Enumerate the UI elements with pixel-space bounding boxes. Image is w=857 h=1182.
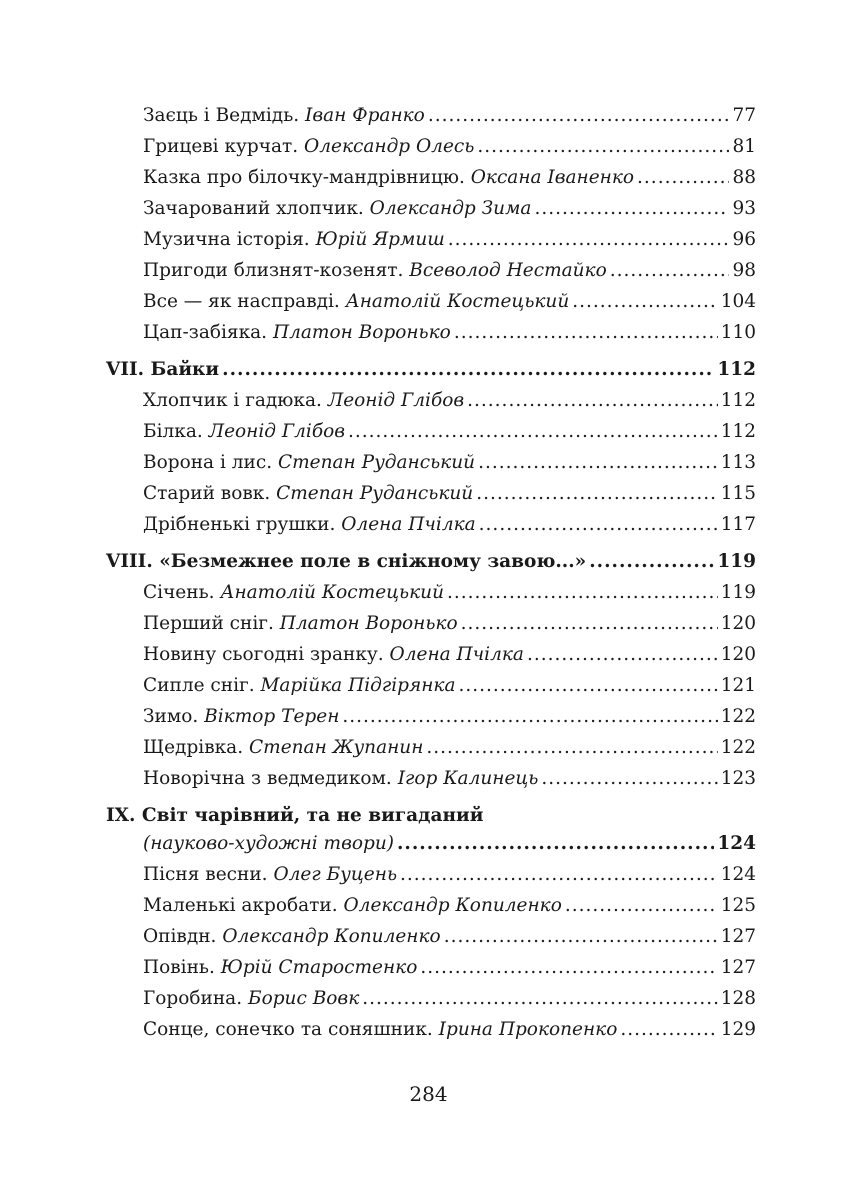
dot-leader	[222, 354, 714, 385]
toc-entry	[106, 890, 756, 921]
entry-page: 124	[720, 864, 756, 885]
entry-title: Горобина.	[143, 988, 243, 1009]
section-heading	[106, 804, 756, 828]
entry-title: Сонце, сонечко та соняшник.	[143, 1019, 433, 1040]
entry-page: 98	[732, 260, 756, 281]
dot-leader	[348, 416, 718, 447]
entry-page: 127	[720, 957, 756, 978]
entry-page: 120	[720, 613, 756, 634]
entry-title: Маленькі акробати.	[143, 895, 338, 916]
entry-title: Хлопчик і гадюка.	[143, 390, 322, 411]
toc-entry	[106, 416, 756, 447]
dot-leader	[467, 385, 718, 416]
dot-leader	[447, 577, 718, 608]
dot-leader	[428, 100, 730, 131]
entry-title: Пригоди близнят-козенят.	[143, 260, 404, 281]
dot-leader	[572, 286, 717, 317]
entry-author: Віктор Терен	[204, 706, 340, 727]
entry-author: Олександр Олесь	[304, 136, 475, 157]
section-title: VIII. «Безмежнее поле в сніжному завою...»	[106, 551, 587, 572]
entry-author: Оксана Іваненко	[470, 167, 635, 188]
entry-author: Ігор Калинець	[397, 768, 539, 789]
entry-author: Ірина Прокопенко	[438, 1019, 618, 1040]
dot-leader	[461, 608, 718, 639]
entry-page: 122	[720, 706, 756, 727]
dot-leader	[637, 162, 729, 193]
entry-title: Опівдн.	[143, 926, 217, 947]
entry-title: Зимо.	[143, 706, 199, 727]
toc-entry	[106, 224, 756, 255]
entry-author: Степан Жупанин	[249, 737, 424, 758]
entry-author: Марійка Підгірянка	[260, 675, 456, 696]
toc-entry	[106, 317, 756, 348]
entry-author: Степан Руданський	[276, 483, 474, 504]
toc-entry	[106, 100, 756, 131]
entry-author: Олег Буцень	[273, 864, 398, 885]
toc-entry	[106, 763, 756, 794]
toc-entry	[106, 162, 756, 193]
entry-author: Олена Пчілка	[389, 644, 524, 665]
entry-author: Степан Руданський	[277, 452, 476, 473]
entry-title: Ворона і лис.	[143, 452, 273, 473]
toc-entry	[106, 701, 756, 732]
entry-title: Заєць і Ведмідь.	[143, 105, 300, 126]
entry-page: 129	[720, 1019, 756, 1040]
toc-entry	[106, 639, 756, 670]
entry-author: Платон Воронько	[272, 322, 451, 343]
entry-page: 128	[720, 988, 756, 1009]
entry-page: 123	[720, 768, 756, 789]
entry-page: 121	[720, 675, 756, 696]
toc-entry	[106, 193, 756, 224]
dot-leader	[478, 447, 718, 478]
toc-entry	[106, 385, 756, 416]
dot-leader	[589, 546, 714, 577]
entry-page: 93	[732, 198, 756, 219]
entry-author: Анатолій Костецький	[220, 582, 445, 603]
dot-leader	[479, 509, 718, 540]
toc-entry	[106, 478, 756, 509]
entry-author: Юрій Старостенко	[220, 957, 418, 978]
entry-title: Грицеві курчат.	[143, 136, 299, 157]
entry-title: Цап-забіяка.	[143, 322, 268, 343]
table-of-contents	[106, 100, 756, 1045]
toc-entry	[106, 952, 756, 983]
entry-title: Все — як насправді.	[143, 291, 340, 312]
dot-leader	[476, 478, 717, 509]
entry-author: Олександр Зима	[369, 198, 532, 219]
entry-page: 125	[720, 895, 756, 916]
entry-page: 119	[720, 582, 756, 603]
entry-title: Повінь.	[143, 957, 215, 978]
section-page: 124	[717, 833, 756, 854]
entry-page: 120	[720, 644, 756, 665]
section-subtitle: (науково-художні твори)	[143, 833, 394, 854]
entry-author: Леонід Глібов	[327, 390, 465, 411]
entry-title: Білка.	[143, 421, 203, 442]
toc-entry	[106, 608, 756, 639]
entry-author: Платон Воронько	[279, 613, 458, 634]
entry-page: 81	[732, 136, 756, 157]
section-title: IX. Світ чарівний, та не вигаданий	[106, 805, 484, 826]
section-heading	[106, 546, 756, 577]
dot-leader	[454, 317, 718, 348]
toc-entry	[106, 1014, 756, 1045]
entry-title: Музична історія.	[143, 229, 310, 250]
entry-page: 77	[732, 105, 756, 126]
toc-entry	[106, 577, 756, 608]
entry-title: Пісня весни.	[143, 864, 268, 885]
entry-title: Новорічна з ведмедиком.	[143, 768, 392, 789]
entry-title: Старий вовк.	[143, 483, 271, 504]
entry-page: 115	[720, 483, 756, 504]
dot-leader	[448, 224, 730, 255]
dot-leader	[565, 890, 718, 921]
dot-leader	[458, 670, 717, 701]
entry-author: Іван Франко	[305, 105, 425, 126]
toc-entry	[106, 447, 756, 478]
entry-title: Зачарований хлопчик.	[143, 198, 364, 219]
entry-page: 112	[720, 421, 756, 442]
entry-author: Всеволод Нестайко	[409, 260, 607, 281]
page-number: 284	[409, 1082, 448, 1106]
entry-author: Борис Вовк	[247, 988, 360, 1009]
entry-page: 96	[732, 229, 756, 250]
dot-leader	[397, 828, 714, 859]
entry-title: Дрібненькі грушки.	[143, 514, 336, 535]
dot-leader	[342, 701, 717, 732]
entry-title: Січень.	[143, 582, 215, 603]
entry-author: Олександр Копиленко	[222, 926, 441, 947]
entry-page: 117	[720, 514, 756, 535]
dot-leader	[426, 732, 717, 763]
entry-page: 88	[732, 167, 756, 188]
entry-author: Анатолій Костецький	[345, 291, 570, 312]
dot-leader	[541, 763, 717, 794]
dot-leader	[534, 193, 729, 224]
entry-page: 122	[720, 737, 756, 758]
entry-author: Леонід Глібов	[208, 421, 346, 442]
section-page: 119	[717, 551, 756, 572]
toc-entry	[106, 286, 756, 317]
entry-title: Сипле сніг.	[143, 675, 255, 696]
section-heading	[106, 354, 756, 385]
entry-author: Олександр Копиленко	[343, 895, 562, 916]
entry-page: 127	[720, 926, 756, 947]
section-title: VII. Байки	[106, 359, 220, 380]
toc-entry	[106, 983, 756, 1014]
entry-title: Перший сніг.	[143, 613, 274, 634]
toc-entry	[106, 921, 756, 952]
toc-entry	[106, 859, 756, 890]
entry-author: Юрій Ярмиш	[315, 229, 445, 250]
toc-entry	[106, 131, 756, 162]
toc-entry	[106, 255, 756, 286]
section-page: 112	[717, 359, 756, 380]
dot-leader	[400, 859, 718, 890]
toc-entry	[106, 670, 756, 701]
entry-title: Казка про білочку-мандрівницю.	[143, 167, 465, 188]
dot-leader	[444, 921, 718, 952]
entry-page: 113	[720, 452, 756, 473]
section-subheading-row	[106, 828, 756, 859]
toc-entry	[106, 732, 756, 763]
dot-leader	[477, 131, 729, 162]
dot-leader	[620, 1014, 717, 1045]
entry-page: 110	[720, 322, 756, 343]
dot-leader	[527, 639, 718, 670]
dot-leader	[362, 983, 717, 1014]
entry-page: 104	[720, 291, 756, 312]
dot-leader	[420, 952, 717, 983]
entry-page: 112	[720, 390, 756, 411]
entry-author: Олена Пчілка	[341, 514, 476, 535]
toc-entry	[106, 509, 756, 540]
entry-title: Новину сьогодні зранку.	[143, 644, 384, 665]
dot-leader	[610, 255, 730, 286]
entry-title: Щедрівка.	[143, 737, 244, 758]
